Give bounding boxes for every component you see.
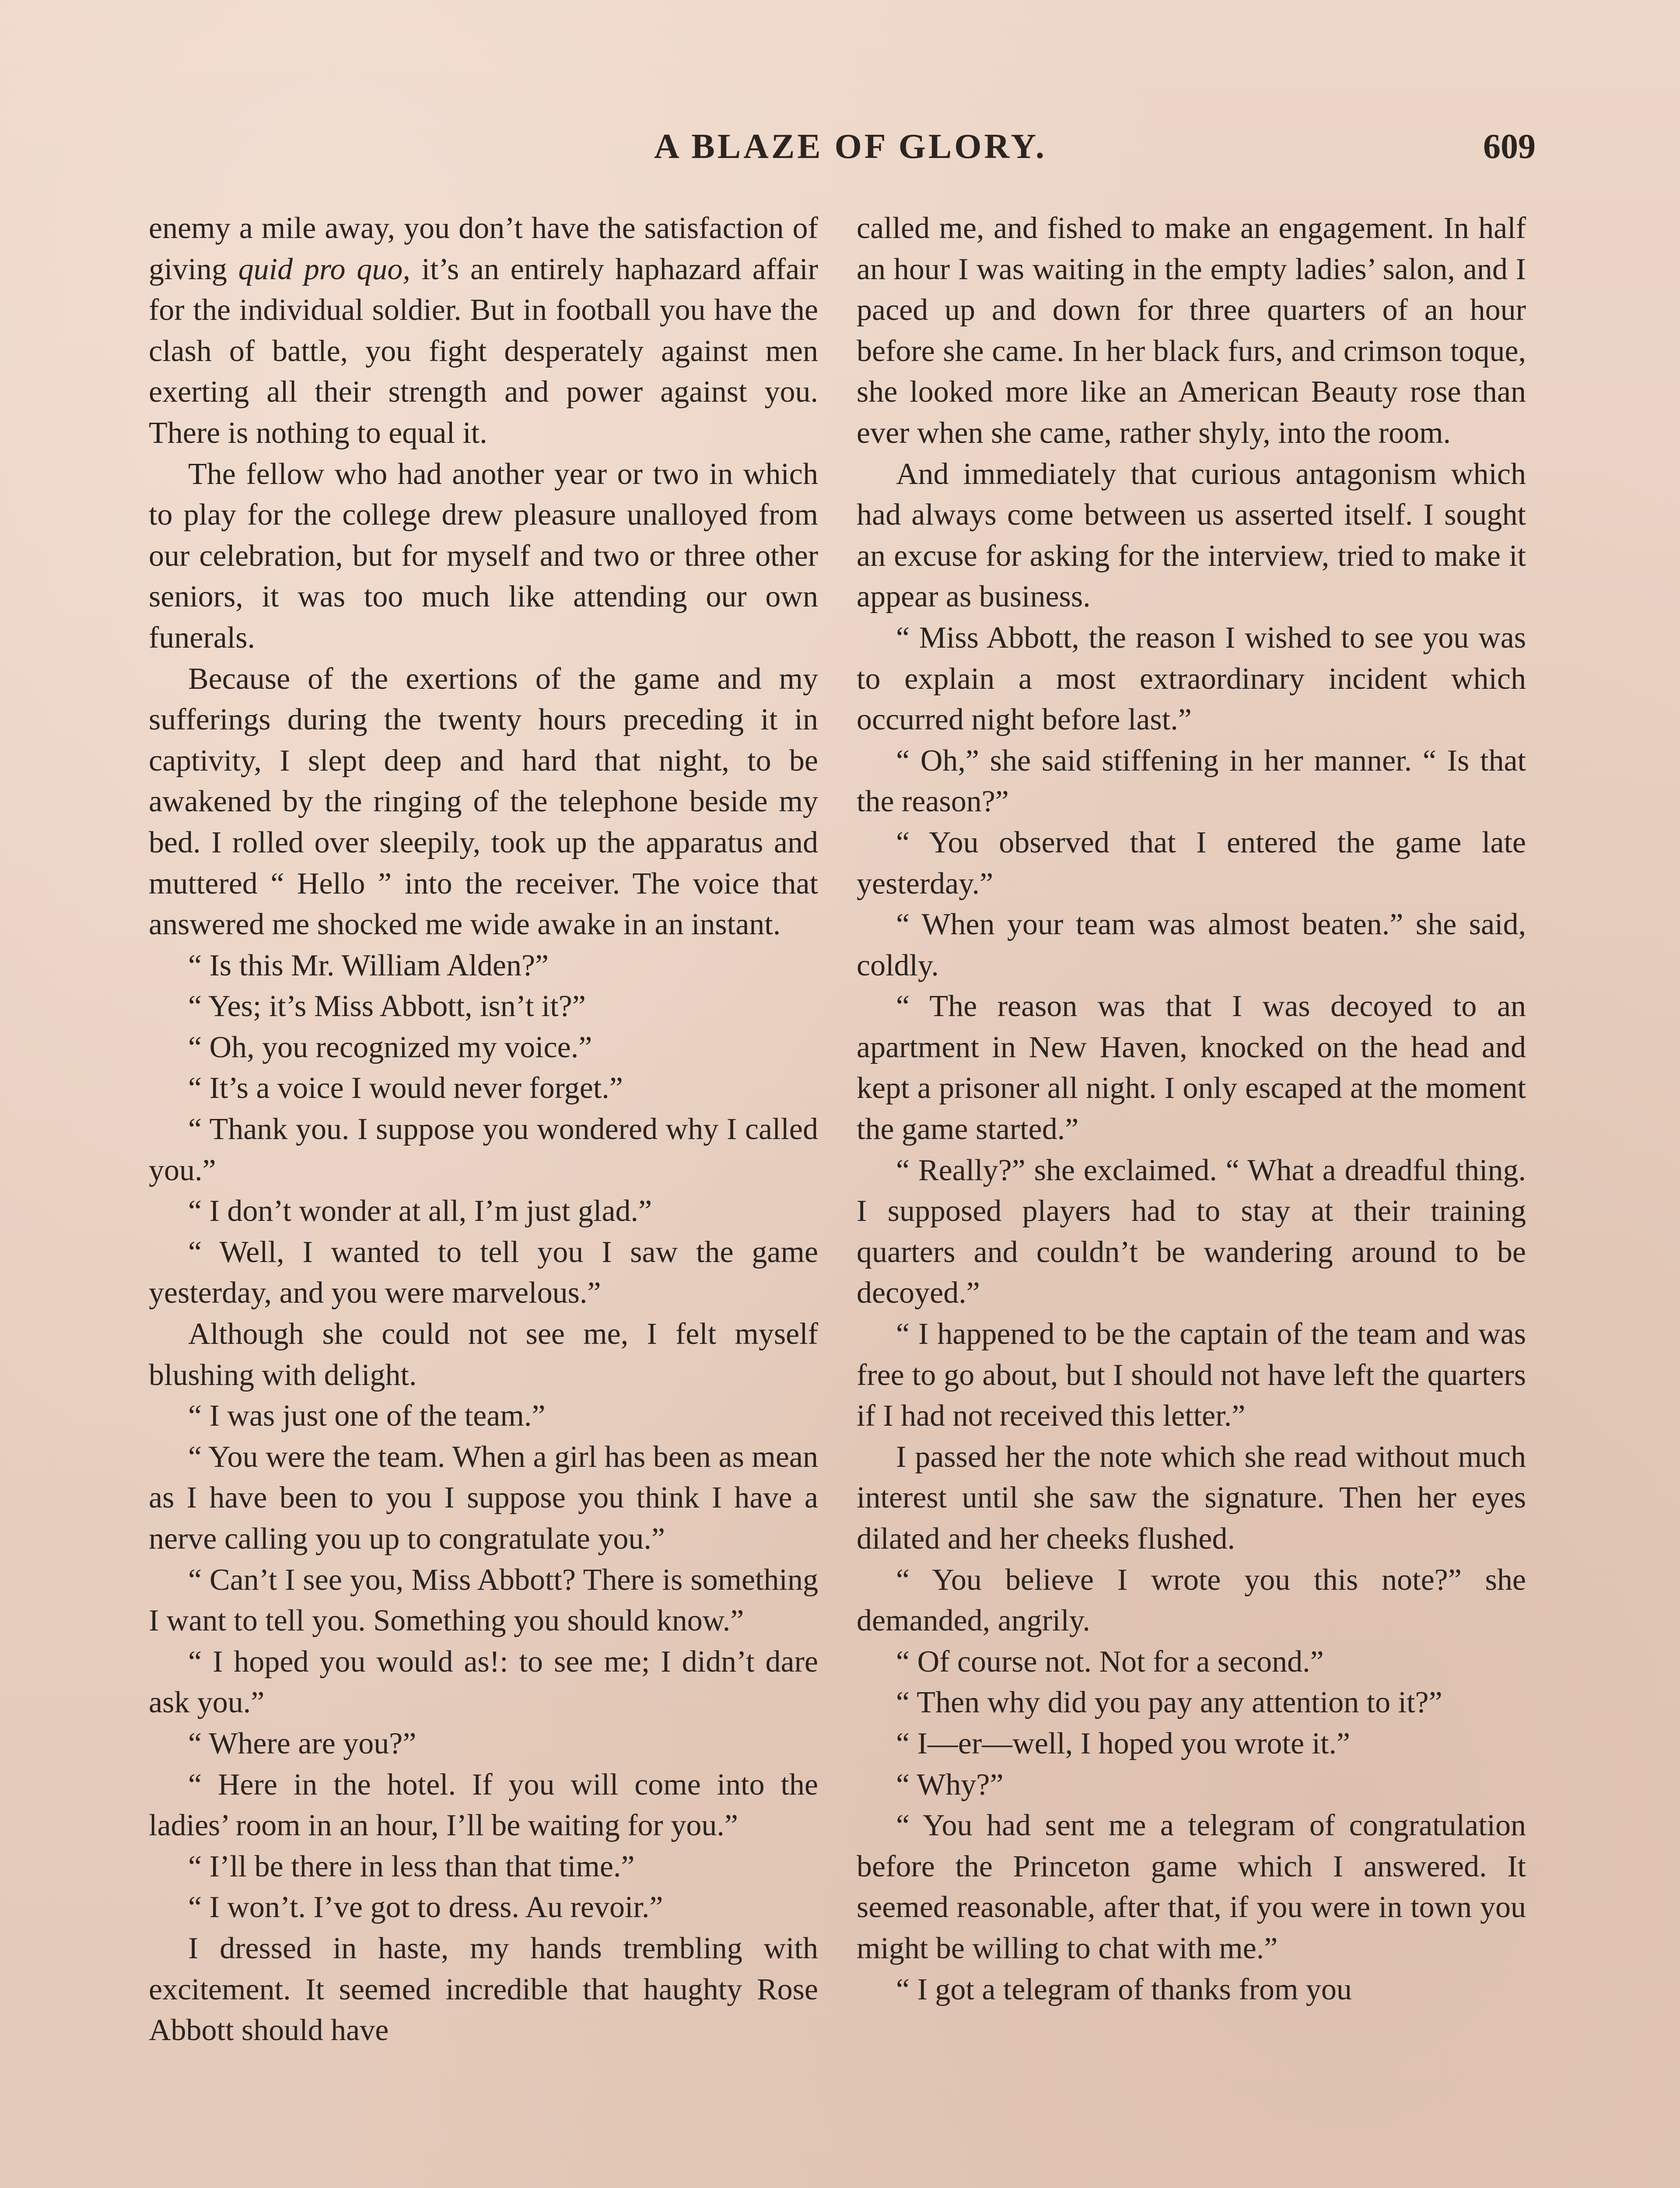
paragraph: “ You were the team. When a girl has been as mean as I have been to you I suppose you think I have a nerve calling you up to congratulate you.” (149, 1440, 818, 1556)
paragraph: “ I happened to be the captain of the team and was free to go about, but I should not have left the quarters if I had not received this letter.” (857, 1317, 1526, 1433)
paragraph: And immediately that curious antagonism which had always come between us asserted itself. I sought an excuse for asking for the interview, tried to make it appear as business. (857, 457, 1526, 614)
paragraph: “ I got a telegram of thanks from you (896, 1972, 1352, 2006)
paragraph: “ Yes; it’s Miss Abbott, isn’t it?” (188, 989, 586, 1024)
paragraph: “ I was just one of the team.” (188, 1399, 546, 1433)
paragraph: “ Oh,” she said stiffening in her manner. “ Is that the reason?” (857, 743, 1526, 819)
paragraph: “ Where are you?” (188, 1726, 416, 1760)
paragraph: “ Here in the hotel. If you will come into the ladies’ room in an hour, I’ll be waiting for you.” (149, 1767, 818, 1843)
right-text-column (857, 208, 1526, 2010)
paragraph: The fellow who had another year or two in which to play for the college drew pleasure unalloyed from our celebration, but for myself and two or three other seniors, it was too much like attending our own funerals. (149, 457, 818, 655)
paragraph: “ I hoped you would as!: to see me; I didn’t dare ask you.” (149, 1645, 818, 1720)
page-number: 609 (1483, 127, 1536, 166)
paragraph: “ I won’t. I’ve got to dress. Au revoir.” (188, 1890, 663, 1925)
page-header (149, 127, 1536, 179)
paragraph: “ Why?” (896, 1767, 1004, 1802)
paragraph: called me, and fished to make an engagement. In half an hour I was waiting in the empty ladies’ salon, and I paced up and down for three quarters of an hour before she came. In her black furs, and crimson toque, she looked more like an American Beauty rose than ever when she came, rather shyly, into the room. (857, 211, 1526, 450)
paragraph: “ I’ll be there in less than that time.” (188, 1849, 635, 1883)
paragraph: “ It’s a voice I would never forget.” (188, 1071, 623, 1105)
paragraph: “ When your team was almost beaten.” she said, coldly. (857, 908, 1526, 982)
paragraph: “ I don’t wonder at all, I’m just glad.” (188, 1194, 652, 1228)
paragraph: “ You observed that I entered the game late yesterday.” (857, 825, 1526, 901)
paragraph: “ Is this Mr. William Alden?” (188, 948, 549, 982)
paragraph: enemy a mile away, you don’t have the satisfaction of giving quid pro quo, it’s an entirely haphazard affair for the individual soldier. But in football you have the clash of battle, you fight desperately against men exerting all their strength and power against you. There is nothing to equal it. (149, 211, 818, 450)
paragraph: “ Really?” she exclaimed. “ What a dreadful thing. I supposed players had to stay at their training quarters and couldn’t be wandering around to be decoyed.” (857, 1153, 1526, 1310)
paragraph: “ Then why did you pay any attention to it?” (896, 1686, 1442, 1720)
paragraph: I passed her the note which she read without much interest until she saw the signature. Then her eyes dilated and her cheeks flushed. (857, 1440, 1526, 1556)
paragraph: Although she could not see me, I felt myself blushing with delight. (149, 1317, 818, 1392)
paragraph: “ Miss Abbott, the reason I wished to see you was to explain a most extraordinary incident which occurred night before last.” (857, 621, 1526, 737)
running-title: A BLAZE OF GLORY. (654, 127, 1047, 166)
paragraph: “ Oh, you recognized my voice.” (188, 1030, 592, 1064)
paragraph: I dressed in haste, my hands trembling with excitement. It seemed incredible that haughty Rose Abbott should have (149, 1931, 818, 2048)
paragraph: “ Thank you. I suppose you wondered why I called you.” (149, 1112, 818, 1187)
paragraph: “ You had sent me a telegram of congratulation before the Princeton game which I answered. It seemed reasonable, after that, if you were in town you might be willing to chat with me.” (857, 1809, 1526, 1965)
paragraph: “ You believe I wrote you this note?” she demanded, angrily. (857, 1563, 1526, 1638)
paragraph: “ Of course not. Not for a second.” (896, 1645, 1324, 1679)
paragraph: “ Well, I wanted to tell you I saw the game yesterday, and you were marvelous.” (149, 1235, 818, 1310)
paragraph: Because of the exertions of the game and my sufferings during the twenty hours preceding it in captivity, I slept deep and hard that night, to be awakened by the ringing of the telephone beside my bed. I rolled over sleepily, took up the apparatus and muttered “ Hello ” into the receiver. The voice that answered me shocked me wide awake in an instant. (149, 662, 818, 942)
left-text-column (149, 208, 818, 2051)
paragraph: “ Can’t I see you, Miss Abbott? There is something I want to tell you. Something you should know.” (149, 1563, 818, 1638)
paragraph: “ The reason was that I was decoyed to an apartment in New Haven, knocked on the head and kept a prisoner all night. I only escaped at the moment the game started.” (857, 989, 1526, 1147)
paragraph: “ I—er—well, I hoped you wrote it.” (896, 1726, 1351, 1760)
